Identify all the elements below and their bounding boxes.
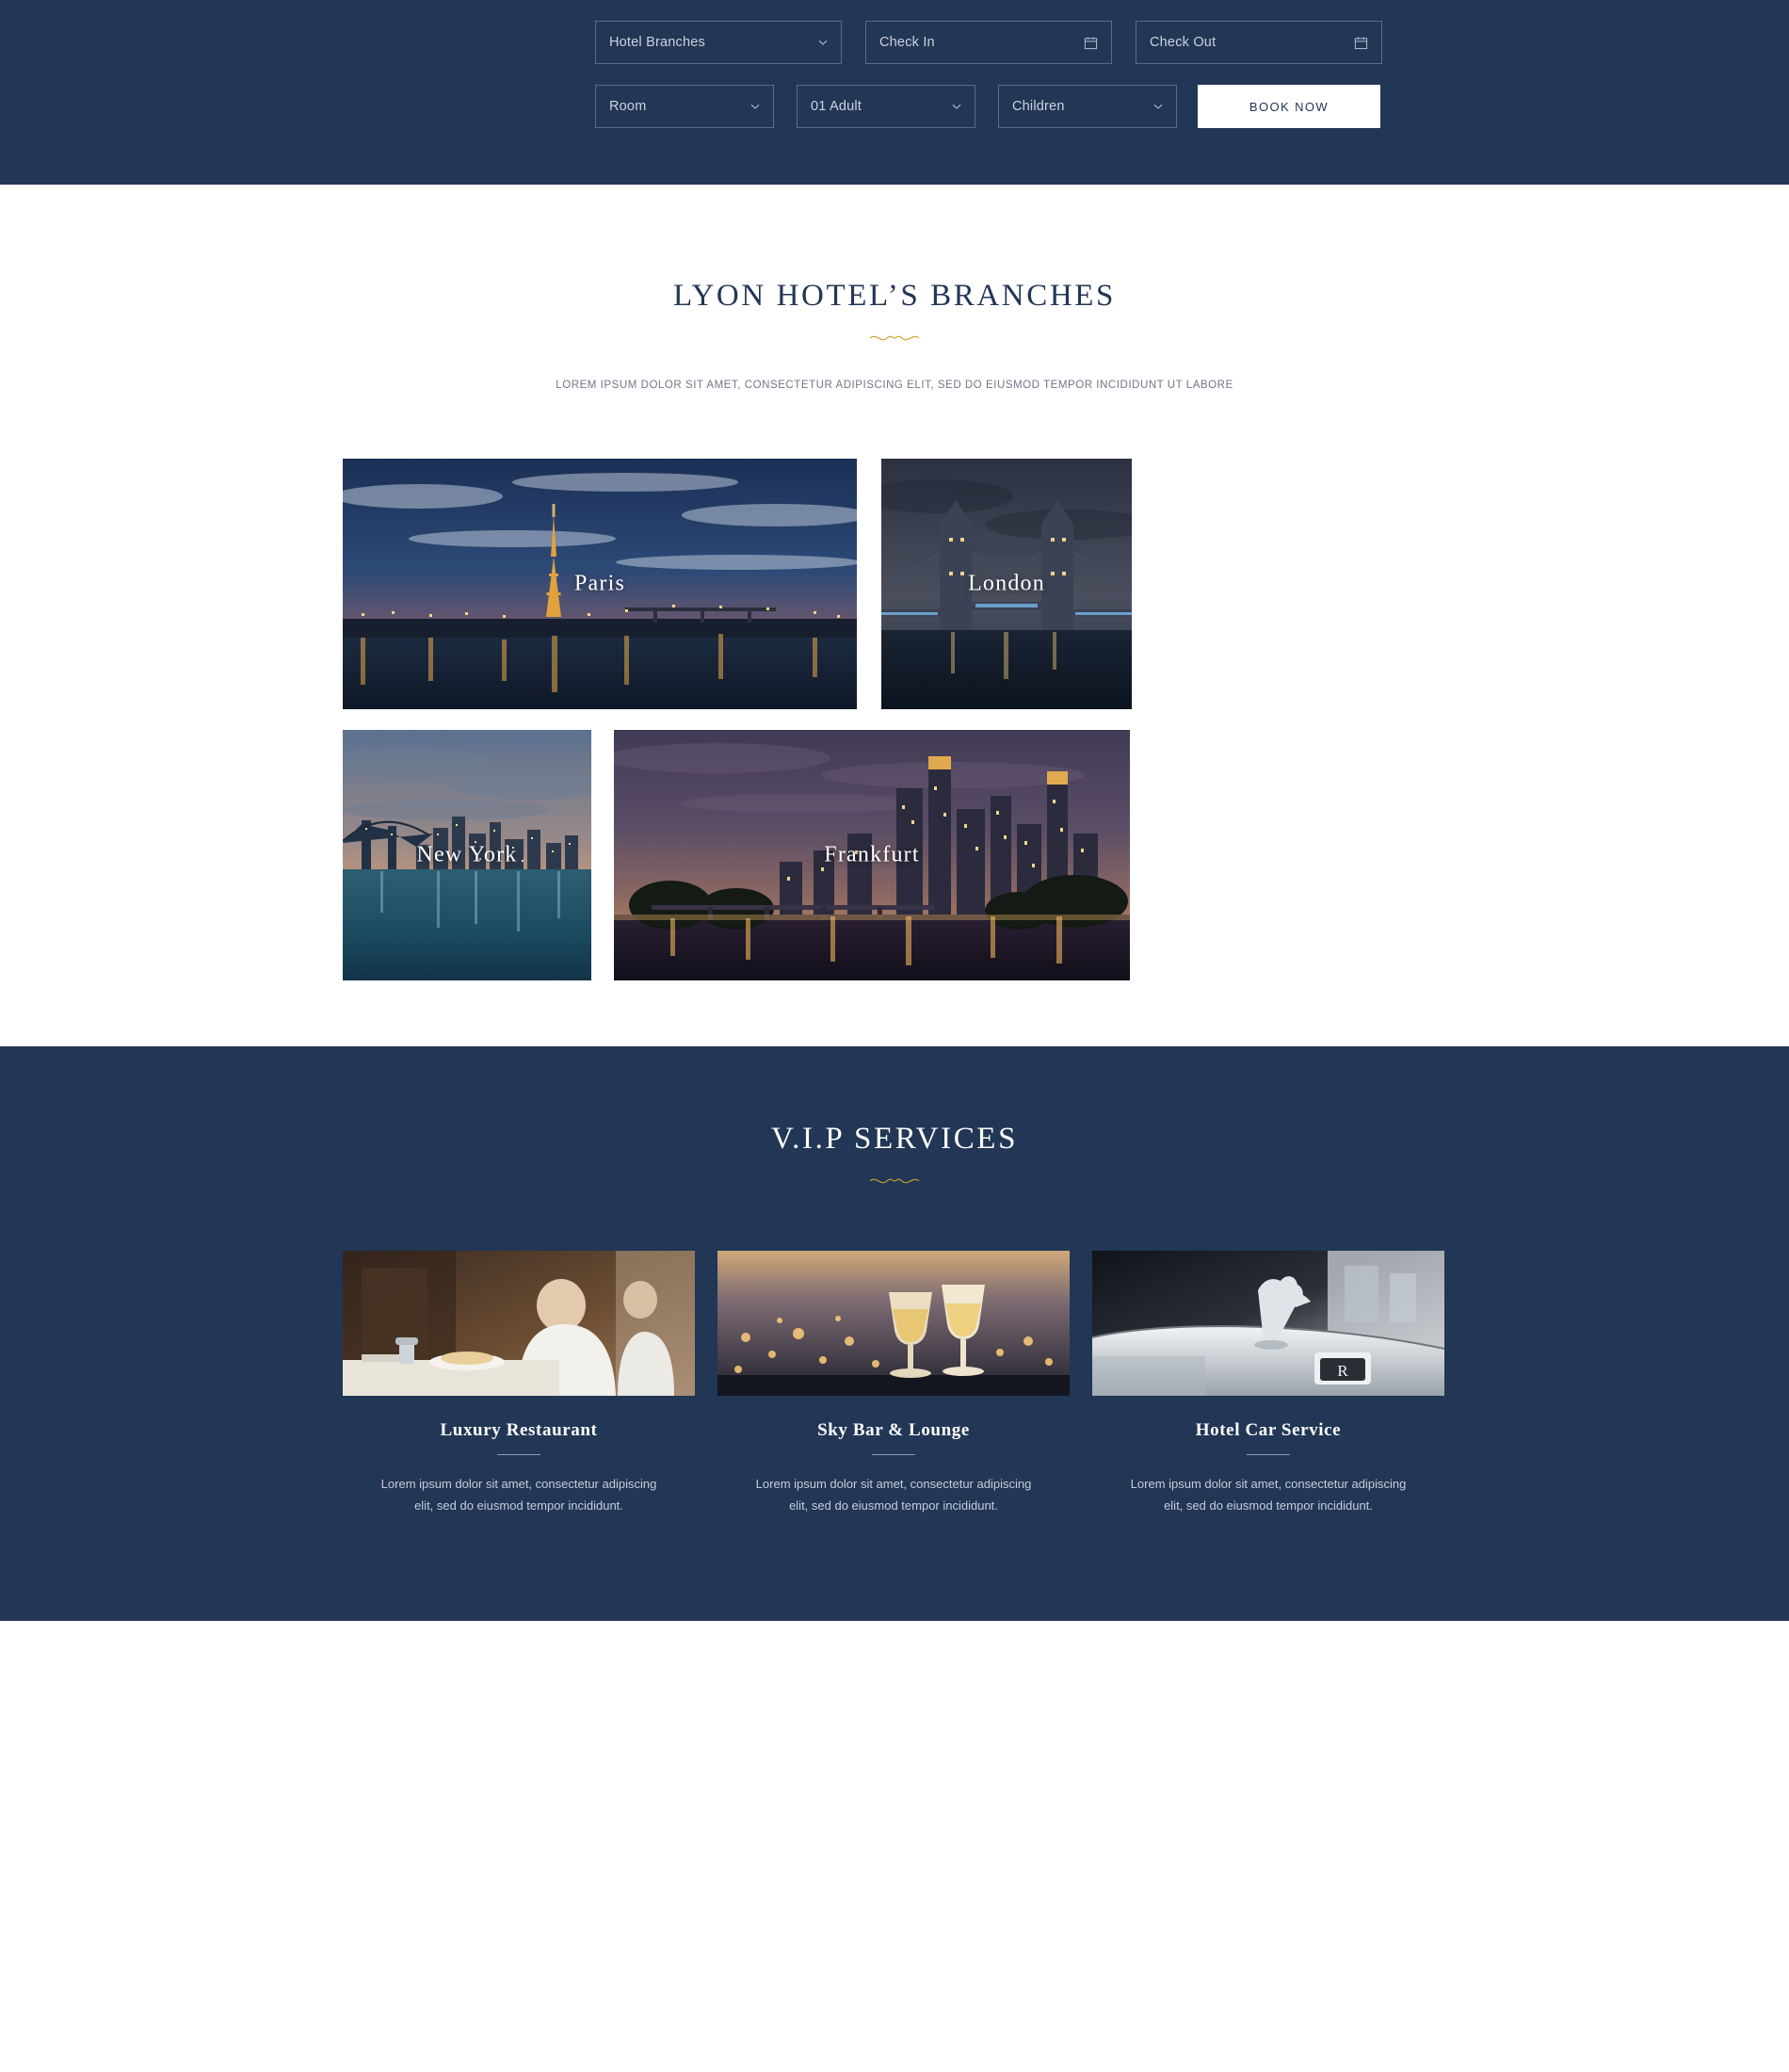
check-in-label: Check In [879, 35, 935, 50]
vip-card-rule [1247, 1454, 1290, 1455]
luxury-restaurant-image [343, 1251, 695, 1396]
vip-card-name: Hotel Car Service [1195, 1420, 1342, 1440]
vip-card-sky-bar-lounge[interactable] [717, 1251, 1070, 1517]
branch-label-london: London [968, 571, 1045, 596]
branches-section [0, 185, 1789, 1046]
branches-title: LYON HOTEL’S BRANCHES [673, 279, 1116, 313]
chevron-down-icon [750, 102, 760, 111]
vip-title: V.I.P SERVICES [770, 1122, 1019, 1156]
hotel-branches-select[interactable] [595, 21, 842, 64]
branch-tile-london[interactable] [881, 459, 1132, 709]
branch-label-frankfurt: Frankfurt [824, 842, 920, 867]
branches-subtitle: LOREM IPSUM DOLOR SIT AMET, CONSECTETUR ADIPISCING ELIT, SED DO EIUSMOD TEMPOR INCIDIDUNT UT LABORE [556, 380, 1233, 391]
booking-row-secondary [343, 85, 1446, 128]
adults-label: 01 Adult [811, 99, 862, 114]
sky-bar-image [717, 1251, 1070, 1396]
chevron-down-icon [952, 102, 961, 111]
book-now-button[interactable]: BOOK NOW [1198, 85, 1380, 128]
booking-bar [0, 0, 1789, 185]
calendar-icon [1084, 36, 1098, 50]
wine-glasses-photo [717, 1251, 1070, 1396]
vip-card-name: Luxury Restaurant [440, 1420, 598, 1440]
ornament-divider [866, 331, 923, 346]
vip-services-section [0, 1046, 1789, 1621]
branch-label-new-york: New York [416, 842, 518, 867]
booking-row-primary [343, 21, 1446, 64]
vip-card-name: Sky Bar & Lounge [817, 1420, 970, 1440]
hotel-car-image [1092, 1251, 1444, 1396]
branch-tile-frankfurt[interactable] [614, 730, 1130, 980]
vip-card-luxury-restaurant[interactable] [343, 1251, 695, 1517]
vip-card-hotel-car-service[interactable] [1092, 1251, 1444, 1517]
vip-card-rule [872, 1454, 915, 1455]
children-label: Children [1012, 99, 1065, 114]
room-select[interactable] [595, 85, 774, 128]
branch-tile-paris[interactable] [343, 459, 857, 709]
ornament-divider [866, 1174, 923, 1189]
children-select[interactable] [998, 85, 1177, 128]
adults-select[interactable] [797, 85, 975, 128]
vip-cards-grid [343, 1251, 1446, 1517]
branches-grid-row-1 [343, 459, 1446, 709]
ornament-icon [866, 332, 923, 345]
chevron-down-icon [1153, 102, 1163, 111]
calendar-icon [1354, 36, 1368, 50]
hotel-branches-label: Hotel Branches [609, 35, 705, 50]
branches-grid-row-2 [343, 730, 1446, 980]
check-out-label: Check Out [1150, 35, 1217, 50]
vip-card-description: Lorem ipsum dolor sit amet, consectetur adipiscing elit, sed do eiusmod tempor incididunt. [380, 1477, 657, 1513]
vip-card-rule [497, 1454, 540, 1455]
branch-label-paris: Paris [574, 571, 625, 596]
branch-tile-new-york[interactable] [343, 730, 591, 980]
waiter-serving-photo [343, 1251, 695, 1396]
room-label: Room [609, 99, 647, 114]
check-out-field[interactable] [1136, 21, 1382, 64]
booking-bar-inner [343, 21, 1446, 128]
ornament-icon [866, 1174, 923, 1188]
chevron-down-icon [818, 38, 828, 47]
rolls-royce-ornament-photo [1092, 1251, 1444, 1396]
vip-card-description: Lorem ipsum dolor sit amet, consectetur adipiscing elit, sed do eiusmod tempor incididunt. [1130, 1477, 1407, 1513]
branches-grid [343, 459, 1446, 980]
svg-text:R: R [1337, 1362, 1348, 1380]
vip-card-description: Lorem ipsum dolor sit amet, consectetur adipiscing elit, sed do eiusmod tempor incididunt. [755, 1477, 1032, 1513]
check-in-field[interactable] [865, 21, 1112, 64]
